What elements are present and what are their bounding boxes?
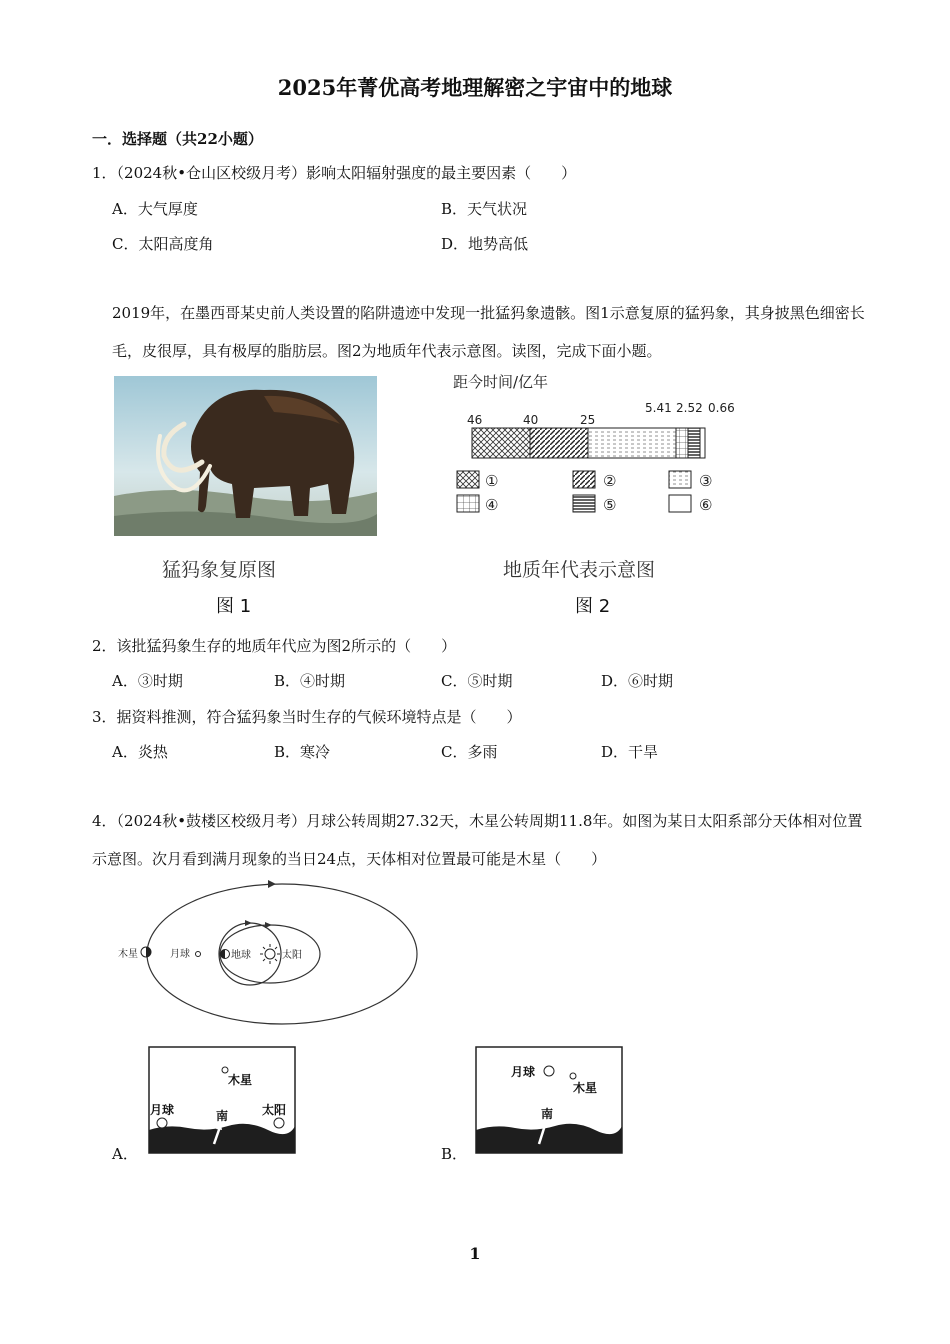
q4-option-b-letter[interactable]: B． xyxy=(441,1145,468,1163)
segment-1 xyxy=(472,428,530,458)
orbit-moon-label: 月球 xyxy=(170,949,190,960)
segment-4 xyxy=(676,428,688,458)
panel-a-sun: 太阳 xyxy=(262,1103,287,1117)
orbit-earth-label: 地球 xyxy=(231,950,251,961)
segment-5 xyxy=(688,428,700,458)
legend-4: ④ xyxy=(485,496,499,514)
axis-title: 距今时间/亿年 xyxy=(453,373,549,391)
tick-2.52: 2.52 xyxy=(676,401,703,415)
tick-40: 40 xyxy=(523,413,539,427)
q3-option-d[interactable]: D．干旱 xyxy=(601,743,659,761)
question-2-stem: 2．该批猛犸象生存的地质年代应为图2所示的（ ） xyxy=(92,637,457,655)
panel-a-south: 南 xyxy=(216,1109,229,1123)
q4-option-b-panel[interactable] xyxy=(475,1046,623,1154)
geologic-time-diagram xyxy=(445,370,755,520)
segment-3 xyxy=(588,428,676,458)
page-number: 1 xyxy=(469,1244,481,1263)
question-4-stem: 4．（2024秋•鼓楼区校级月考）月球公转周期27.32天，木星公转周期11.8年。如图为某日太阳系部分天体相对位置示意图。次月看到满月现象的当日24点，天体相对位置最可能是木星（ ） xyxy=(92,812,863,868)
figure-2-caption: 地质年代表示意图 xyxy=(503,559,656,581)
panel-b-jupiter: 木星 xyxy=(573,1081,598,1095)
q1-option-a[interactable]: A．大气厚度 xyxy=(112,200,198,218)
tick-25: 25 xyxy=(580,413,596,427)
mammoth-image xyxy=(114,376,377,536)
q3-option-c[interactable]: C．多雨 xyxy=(441,743,498,761)
q2-option-b[interactable]: B．④时期 xyxy=(274,672,346,690)
segment-6 xyxy=(700,428,705,458)
panel-a-jupiter: 木星 xyxy=(228,1073,253,1087)
figure-1-label: 图 1 xyxy=(216,596,252,617)
tick-0.66: 0.66 xyxy=(708,401,735,415)
section-heading: 一．选择题（共22小题） xyxy=(92,130,263,148)
segment-2 xyxy=(530,428,588,458)
question-3-stem: 3．据资料推测，符合猛犸象当时生存的气候环境特点是（ ） xyxy=(92,708,522,726)
q3-option-b[interactable]: B．寒冷 xyxy=(274,743,331,761)
reading-passage: 2019年，在墨西哥某史前人类设置的陷阱遗迹中发现一批猛犸象遗骸。图1示意复原的猛犸象，其身披黑色细密长毛，皮很厚，具有极厚的脂肪层。图2为地质年代表示意图。读图，完成下面小题。 xyxy=(112,304,865,360)
page-title: 2025年菁优高考地理解密之宇宙中的地球 xyxy=(277,75,673,100)
orbit-diagram xyxy=(112,878,432,1028)
q2-option-a[interactable]: A．③时期 xyxy=(112,672,183,690)
legend-2: ② xyxy=(603,472,617,490)
q3-option-a[interactable]: A．炎热 xyxy=(112,743,168,761)
q2-option-c[interactable]: C．⑤时期 xyxy=(441,672,513,690)
q1-option-d[interactable]: D．地势高低 xyxy=(441,235,529,253)
panel-a-moon: 月球 xyxy=(150,1103,175,1117)
legend-3: ③ xyxy=(699,472,713,490)
q4-option-a-panel[interactable] xyxy=(148,1046,296,1154)
q1-option-c[interactable]: C．太阳高度角 xyxy=(112,235,214,253)
legend-6: ⑥ xyxy=(699,496,713,514)
orbit-sun-label: 太阳 xyxy=(282,950,302,961)
legend-1: ① xyxy=(485,472,499,490)
legend-5: ⑤ xyxy=(603,496,617,514)
tick-46: 46 xyxy=(467,413,483,427)
question-1-stem: 1．（2024秋•仓山区校级月考）影响太阳辐射强度的最主要因素（ ） xyxy=(92,164,577,182)
q4-option-a-letter[interactable]: A． xyxy=(112,1145,138,1163)
figure-1-caption: 猛犸象复原图 xyxy=(162,559,277,581)
figure-2-label: 图 2 xyxy=(575,596,611,617)
q2-option-d[interactable]: D．⑥时期 xyxy=(601,672,674,690)
q1-option-b[interactable]: B．天气状况 xyxy=(441,200,528,218)
tick-5.41: 5.41 xyxy=(645,401,672,415)
panel-b-south: 南 xyxy=(541,1107,554,1121)
panel-b-moon: 月球 xyxy=(511,1065,536,1079)
orbit-jupiter-label: 木星 xyxy=(118,949,138,960)
